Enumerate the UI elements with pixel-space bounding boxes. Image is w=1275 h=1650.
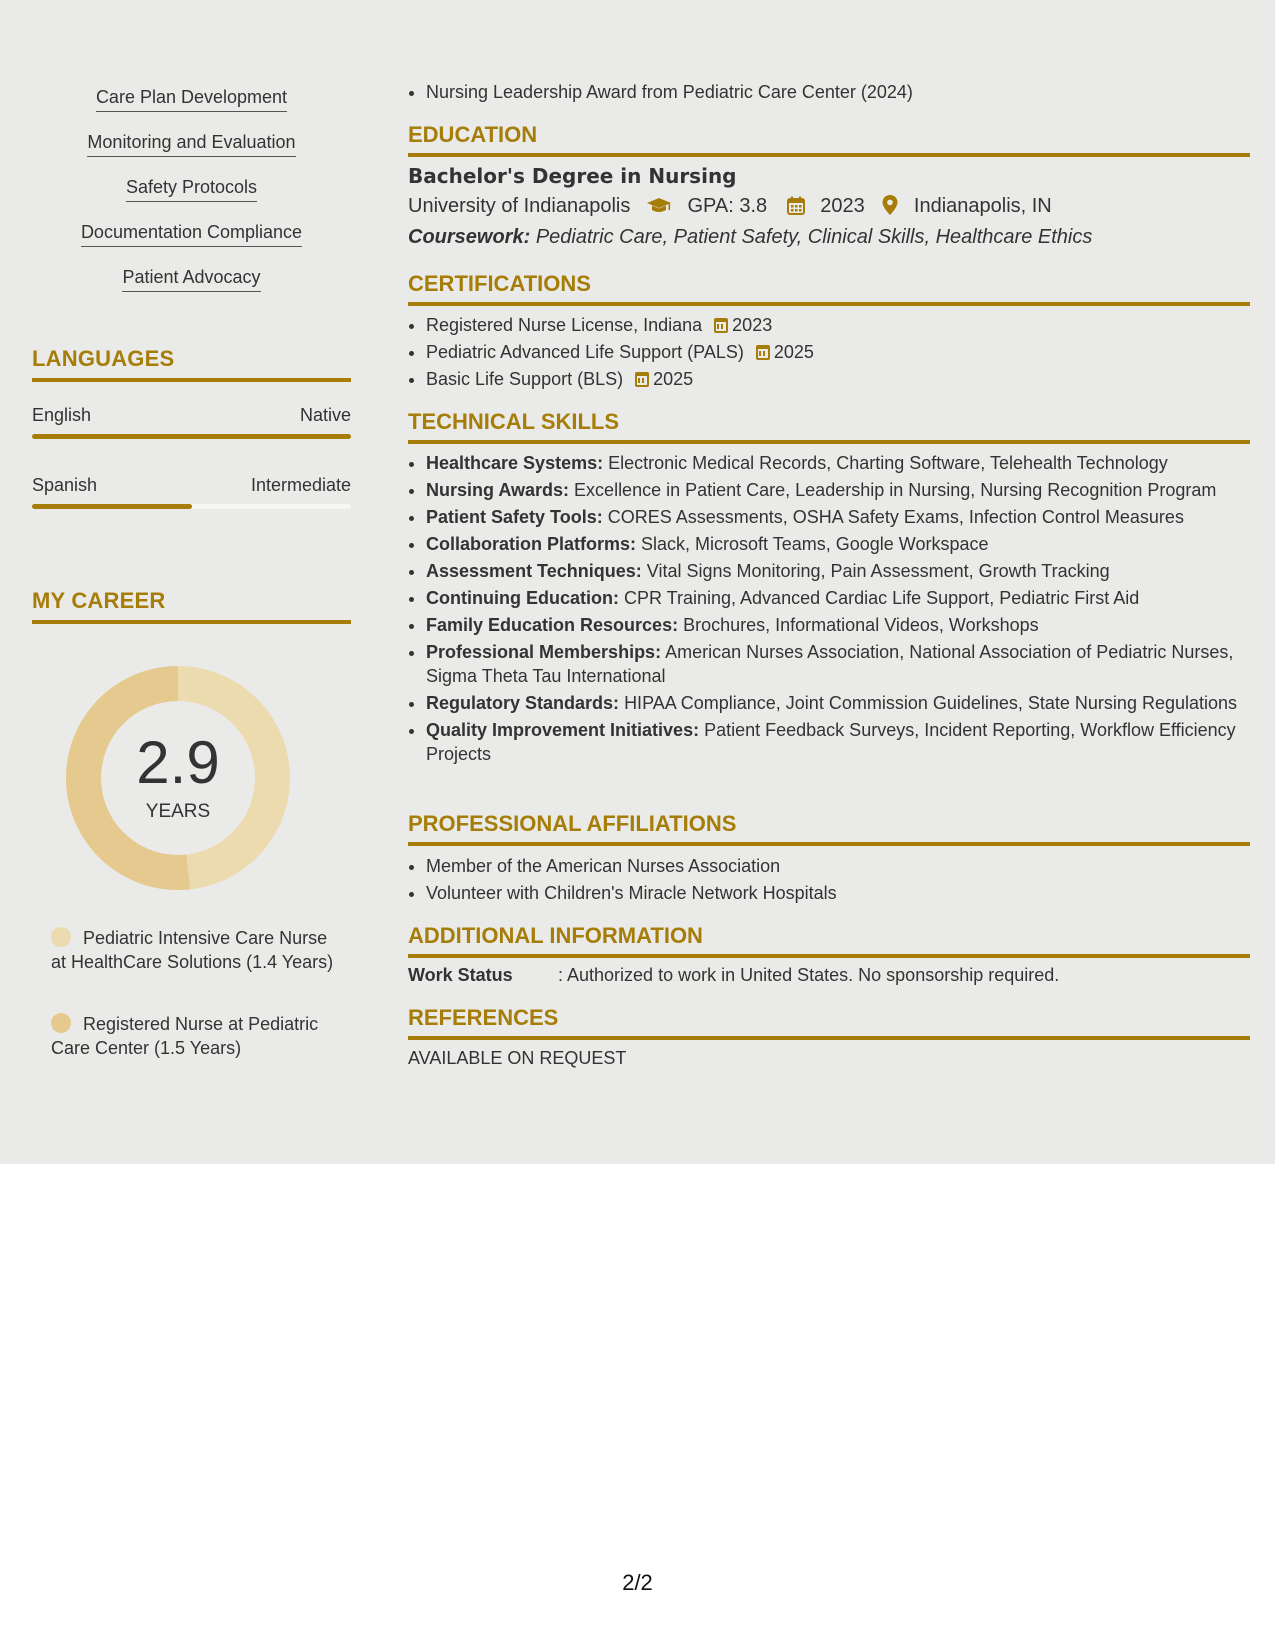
calendar-icon	[714, 318, 728, 333]
school-location: Indianapolis, IN	[913, 195, 1052, 217]
technical-skill-item	[426, 505, 1250, 529]
graduation-cap-icon	[646, 197, 672, 215]
career-unit: YEARS	[145, 801, 211, 822]
career-legend-item	[51, 1012, 341, 1060]
career-legend-item	[51, 926, 341, 974]
language-row	[32, 475, 351, 496]
coursework	[408, 226, 1092, 249]
legend-swatch	[51, 927, 71, 947]
skill-tag: Documentation Compliance	[81, 221, 302, 247]
certifications-heading: CERTIFICATIONS	[408, 271, 1250, 306]
skill-category: Assessment Techniques:	[426, 561, 642, 581]
technical-skill-item	[426, 718, 1250, 766]
additional-info-heading: ADDITIONAL INFORMATION	[408, 923, 1250, 958]
work-status-row	[408, 965, 1059, 986]
gpa: GPA: 3.8	[687, 195, 768, 217]
location-pin-icon	[882, 195, 898, 215]
calendar-icon	[756, 345, 770, 360]
coursework-text: Pediatric Care, Patient Safety, Clinical Skills, Healthcare Ethics	[535, 226, 1093, 248]
affiliations-list	[408, 854, 1250, 908]
references-text: AVAILABLE ON REQUEST	[408, 1048, 627, 1068]
affiliation-item: • Volunteer with Children's Miracle Network Hospitals	[426, 881, 1250, 905]
skill-tag: Care Plan Development	[96, 86, 287, 112]
language-level: Intermediate	[250, 475, 351, 495]
calendar-icon	[787, 196, 805, 215]
language-bar-fill	[32, 504, 192, 509]
language-bar-fill	[32, 434, 351, 439]
language-name: English	[32, 405, 92, 425]
skill-detail: Brochures, Informational Videos, Workshops	[683, 615, 1039, 635]
skill-category: Collaboration Platforms:	[426, 534, 637, 554]
technical-skill-item	[426, 451, 1250, 475]
career-donut-chart	[66, 666, 290, 890]
certification-year: 2025	[773, 342, 814, 362]
skill-category: Patient Safety Tools:	[426, 507, 603, 527]
certification-item	[426, 340, 1250, 364]
technical-skill-item	[426, 640, 1250, 688]
education-heading: EDUCATION	[408, 122, 1250, 157]
page-number: 2/2	[622, 1570, 653, 1595]
technical-skills-list	[408, 451, 1250, 769]
technical-skill-item	[426, 691, 1250, 715]
coursework-label: Coursework:	[408, 226, 531, 248]
school-name: University of Indianapolis	[408, 195, 631, 217]
language-row	[32, 405, 351, 426]
certification-year: 2023	[732, 315, 773, 335]
certification-name: Basic Life Support (BLS)	[426, 369, 624, 389]
certification-name: Pediatric Advanced Life Support (PALS)	[426, 342, 744, 362]
award-item: • Nursing Leadership Award from Pediatric Care Center (2024)	[426, 80, 1250, 104]
affiliation-item: • Member of the American Nurses Association	[426, 854, 1250, 878]
technical-skill-item	[426, 532, 1250, 556]
certification-item	[426, 367, 1250, 391]
skill-detail: Slack, Microsoft Teams, Google Workspace	[641, 534, 989, 554]
skill-list	[32, 86, 351, 311]
language-level: Native	[299, 405, 351, 425]
technical-skill-item	[426, 613, 1250, 637]
language-bar	[32, 504, 351, 509]
language-name: Spanish	[32, 475, 98, 495]
work-status-label: Work Status	[408, 965, 513, 985]
career-total: 2.9	[136, 729, 220, 796]
skill-detail: Vital Signs Monitoring, Pain Assessment, Growth Tracking	[646, 561, 1110, 581]
references-heading: REFERENCES	[408, 1005, 1250, 1040]
skill-category: Professional Memberships:	[426, 642, 662, 662]
skill-detail: American Nurses Association, National Association of Pediatric Nurses, Sigma Theta Tau International	[426, 642, 1234, 686]
career-role: Registered Nurse at Pediatric Care Center (1.5 Years)	[51, 1014, 319, 1058]
language-bar	[32, 434, 351, 439]
skill-detail: HIPAA Compliance, Joint Commission Guidelines, State Nursing Regulations	[624, 693, 1238, 713]
technical-skill-item	[426, 478, 1250, 502]
certification-item	[426, 313, 1250, 337]
skill-tag: Patient Advocacy	[122, 266, 260, 292]
skill-category: Nursing Awards:	[426, 480, 570, 500]
affiliations-heading: PROFESSIONAL AFFILIATIONS	[408, 811, 1250, 846]
certification-year: 2025	[653, 369, 694, 389]
skill-category: Regulatory Standards:	[426, 693, 620, 713]
skill-category: Continuing Education:	[426, 588, 619, 608]
degree-title: Bachelor's Degree in Nursing	[408, 164, 737, 188]
technical-skill-item	[426, 559, 1250, 583]
technical-skill-item	[426, 586, 1250, 610]
career-heading: MY CAREER	[32, 588, 351, 624]
graduation-year: 2023	[820, 195, 865, 217]
skill-detail: Electronic Medical Records, Charting Software, Telehealth Technology	[608, 453, 1168, 473]
technical-skills-heading: TECHNICAL SKILLS	[408, 409, 1250, 444]
skill-tag: Monitoring and Evaluation	[87, 131, 295, 157]
skill-detail: CORES Assessments, OSHA Safety Exams, Infection Control Measures	[607, 507, 1184, 527]
skill-tag: Safety Protocols	[126, 176, 257, 202]
legend-swatch	[51, 1013, 71, 1033]
skill-category: Family Education Resources:	[426, 615, 679, 635]
skill-detail: CPR Training, Advanced Cardiac Life Support, Pediatric First Aid	[623, 588, 1140, 608]
certifications-list	[408, 313, 1250, 394]
languages-heading: LANGUAGES	[32, 346, 351, 382]
career-role: Pediatric Intensive Care Nurse at HealthCare Solutions (1.4 Years)	[51, 928, 334, 972]
skill-detail: Patient Feedback Surveys, Incident Reporting, Workflow Efficiency Projects	[426, 720, 1236, 764]
skill-category: Healthcare Systems:	[426, 453, 604, 473]
education-details	[408, 195, 1052, 218]
awards-list	[408, 80, 1250, 107]
certification-name: Registered Nurse License, Indiana	[426, 315, 703, 335]
work-status-value: : Authorized to work in United States. No sponsorship required.	[558, 965, 1060, 985]
skill-detail: Excellence in Patient Care, Leadership in Nursing, Nursing Recognition Program	[574, 480, 1217, 500]
calendar-icon	[635, 372, 649, 387]
skill-category: Quality Improvement Initiatives:	[426, 720, 700, 740]
